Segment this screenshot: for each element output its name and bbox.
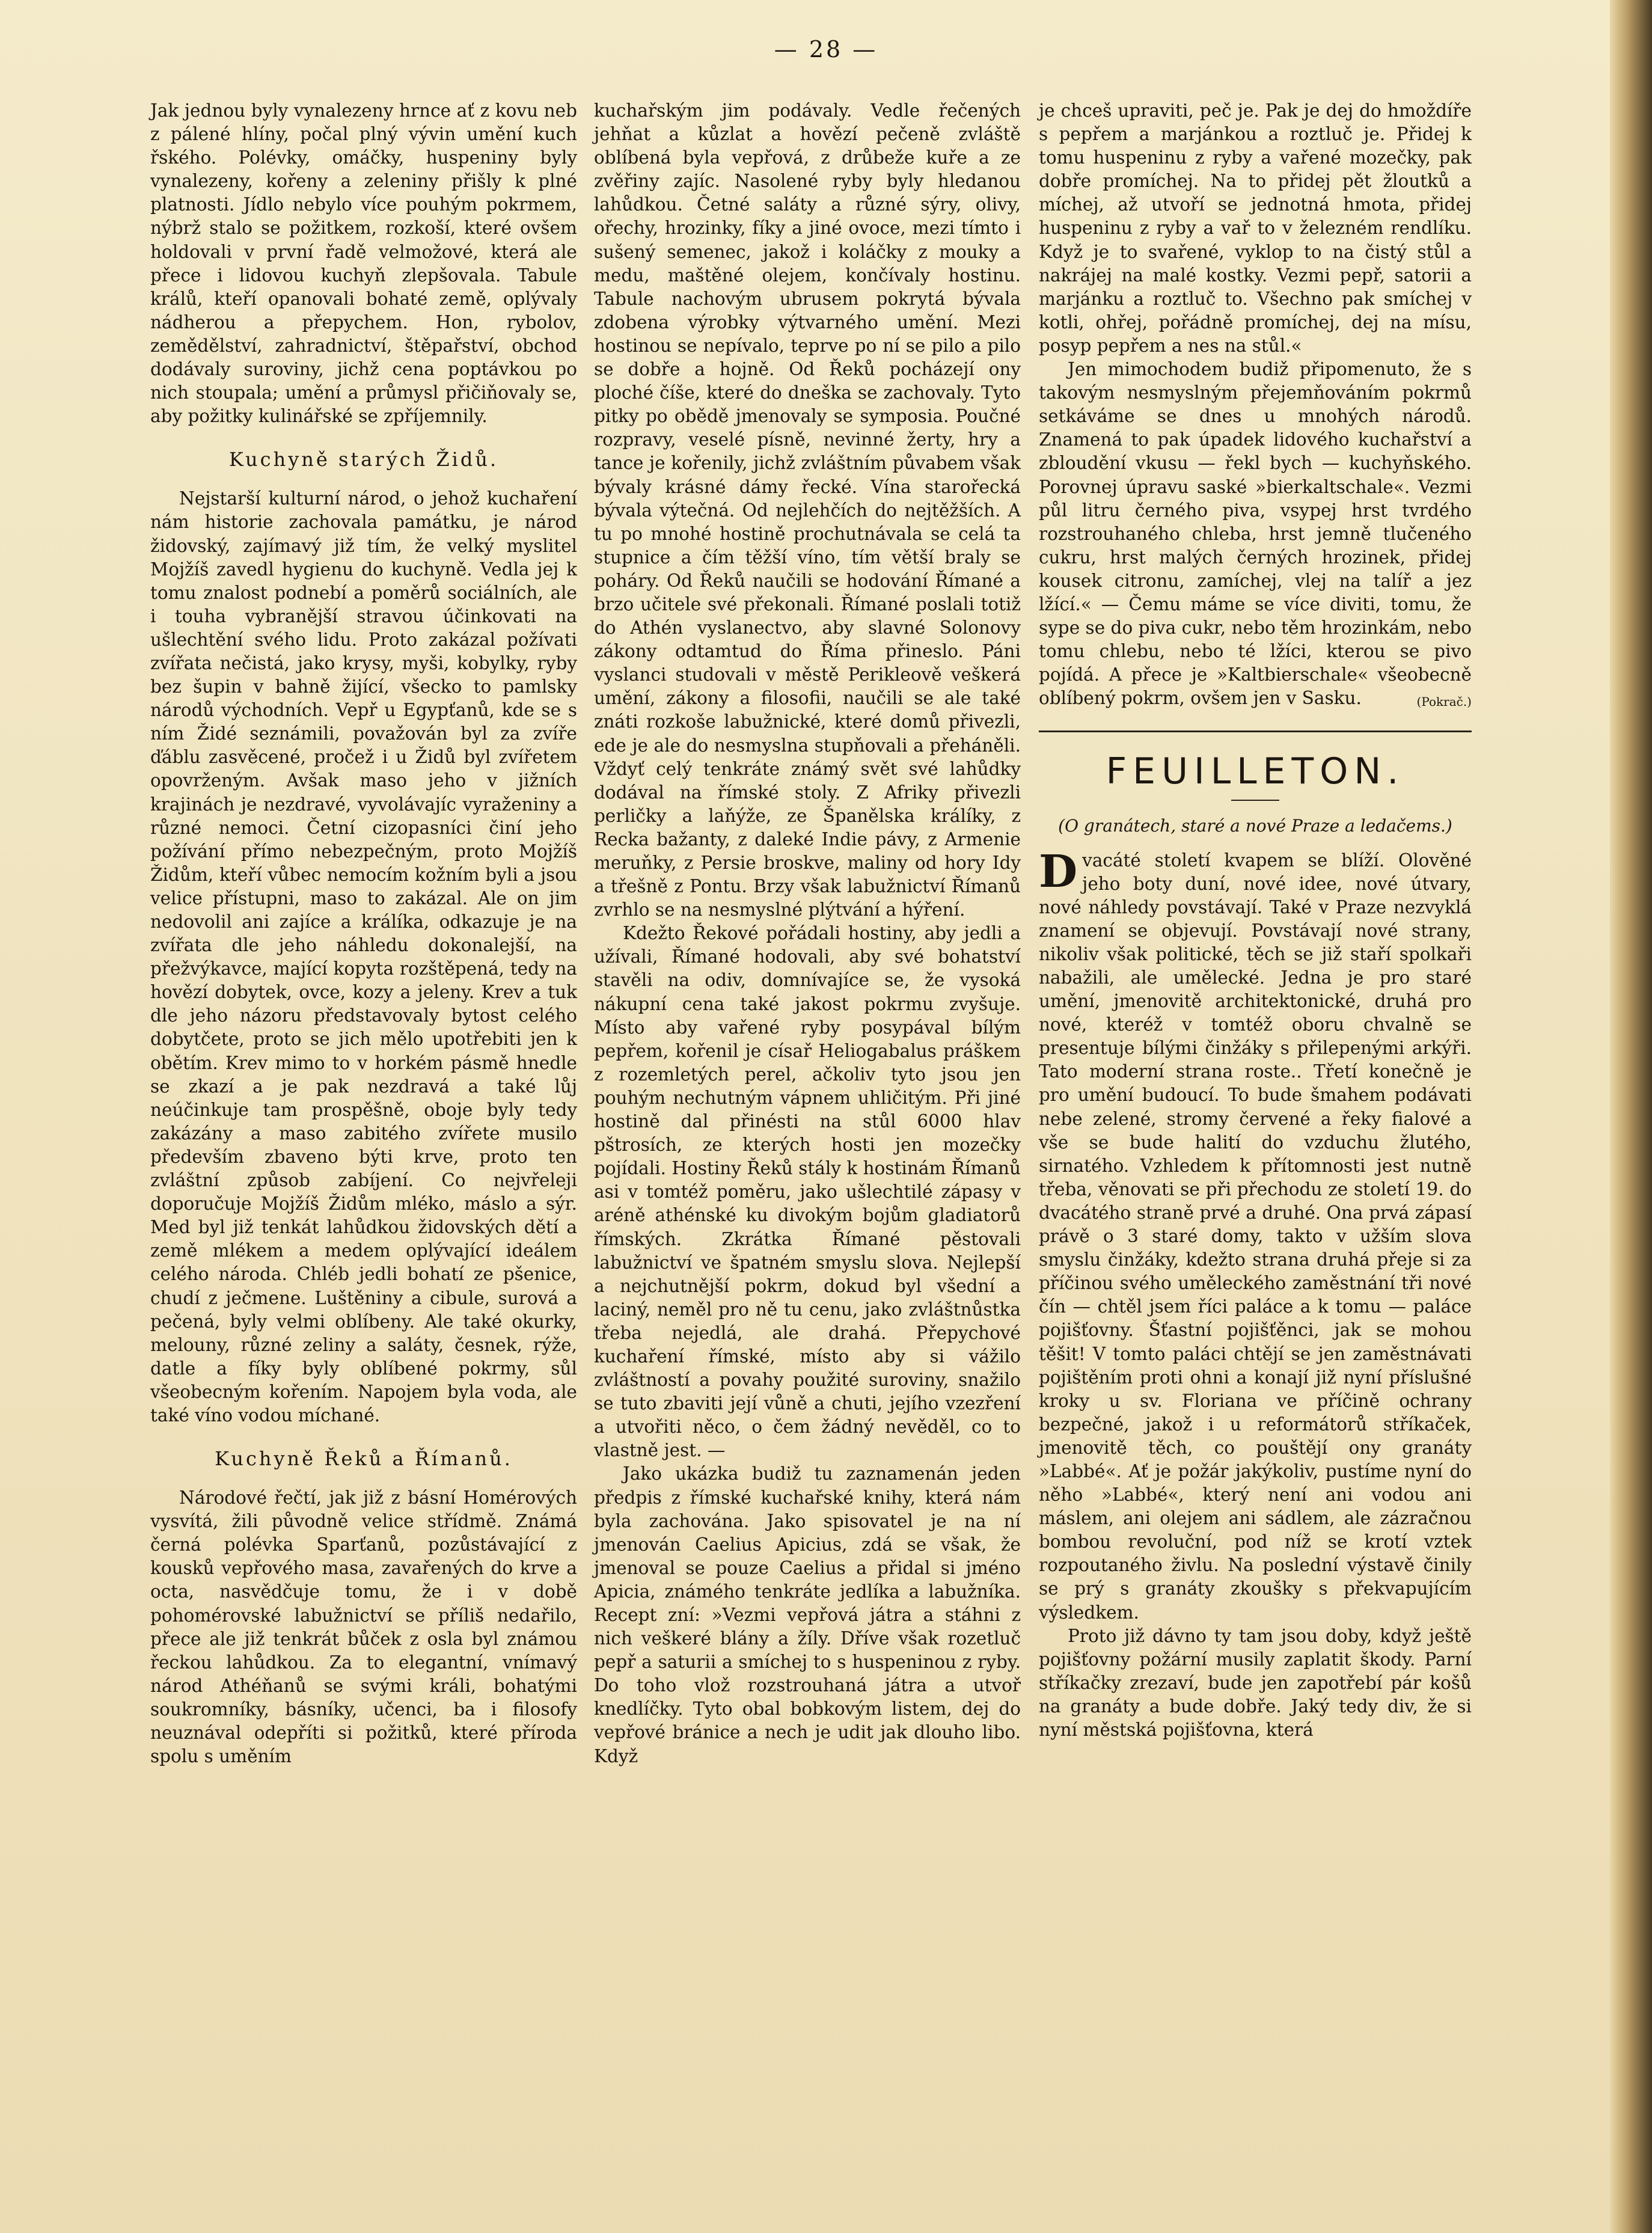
section-heading-zide: Kuchyně starých Židů. bbox=[228, 448, 499, 471]
page-number: — 28 — bbox=[774, 36, 878, 63]
feuilleton-paragraph-1-text: vacáté století kvapem se blíží. Olověné jeho boty duní, nové idee, nové útvary, nové náhledy povstávají. Také v Praze nezvyklá znamení se objevují. Povstávají nové strany, nikoliv však politické, těch se již staří spolkaři nabažili, ale umělecké. Jedna je pro staré umění, jmenovitě architektonické, druhá pro nové, kteréž v tomtéž oboru chvalně se presentuje bílými činžáky s přilepenými arkýři. Tato moderní strana roste.. Třetí konečně je pro umění budoucí. To bude šmahem podávati nebe zelené, stromy červené a řeky fialové a vše se bude halití do vzduchu žlutého, sirnatého. Vzhledem k přítomnosti jest nutně třeba, věnovati se při přechodu ze století 19. do dvacátého straně prvé a druhé. Ona prvá zápasí právě o 3 staré domy, takto v užším slova smyslu činžáky, kdežto strana druhá přeje si za příčinou svého uměleckého zaměstnání tři nové čín — chtěl jsem říci paláce a k tomu — paláce pojišťovny. Šťastní pojišťěnci, jak se mohou těšit! V tomto paláci chtějí se jen zaměstnávati pojištěním proti ohni a konají již nyní příslušné kroky u sv. Floriana ve příčině ochrany bezpečné, jakož i u reformátorů stříkaček, jmenovitě těch, co pouštějí ony granáty »Labbé«. Ať je požár jakýkoliv, pustíme nyní do něho »Labbé«, který není ani vodou ani máslem, ani olejem ani sádlem, ale zázračnou bombou revoluční, pod níž se krotí vztek rozpoutaného živlu. Na poslední výstavě činily se prý s granáty zkoušky s překvapujícím výsledkem. bbox=[1039, 850, 1472, 1623]
paragraph-col2-2: Kdežto Řekové pořádali hostiny, aby jedli a užívali, Římané hodovali, aby své bohatství stavěli na odiv, domnívajíce se, že vysoká nákupní cena také jakost pokrmu zvyšuje. Místo aby vařené ryby posypával bílým pepřem, kořenil je císař Heliogabalus práškem z rozemletých perel, ačkoliv tyto jsou jen pouhým nechutným vápnem uhličitým. Při jiné hostině dal přinésti na stůl 6000 hlav pštrosích, ze kterých hosti jen mozečky pojídali. Hostiny Řeků stály k hostinám Římanů asi v tomtéž poměru, jako ušlechtilé zápasy v aréně athénské ku divokým bojům gladiatorů římských. Zkrátka Římané pěstovali labužnictví ve špatném smyslu slova. Nejlepší a nejchutnější pokrm, dokud byl všední a laciný, neměl pro ně tu cenu, jako zvláštnůstka třeba nejedlá, ale drahá. Přepychové kuchaření římské, místo aby si vážilo zvláštností a povahy použité suroviny, snažilo se tuto zbaviti její vůně a chuti, jejího vzezření a utvořiti něco, o čem žádný nevěděl, co to vlastně jest. — bbox=[594, 923, 1021, 1461]
feuilleton-paragraph-1 bbox=[1039, 845, 1472, 1625]
paragraph-col3-1: je chceš upraviti, peč je. Pak je dej do hmoždíře s pepřem a marjánkou a roztluč je. Přidej k tomu huspeninu z ryby a vařené mozečky, pak dobře promíchej. Na to přidej pět žloutků a míchej, až utvoří se jednotná hmota, přidej huspeninu z ryby a vař to v železném rendlíku. Když je to svařené, vyklop to na čistý stůl a nakrájej na malé kostky. Vezmi pepř, satorii a marjánku a roztluč to. Všechno pak smíchej v kotli, ohřej, pořádně promíchej, dej na mísu, posyp pepřem a nes na stůl.« bbox=[1039, 100, 1472, 356]
column-3 bbox=[1039, 99, 1472, 1742]
section-heading-reku: Kuchyně Řeků a Římanů. bbox=[215, 1447, 513, 1471]
paragraph-col3-2-text: Jen mimochodem budiž připomenuto, že s takovým nesmyslným přejemňováním pokrmů setkáváme se dnes u mnohých národů. Znamená to pak úpadek lidového kuchařství a zbloudění vkusu — řekl bych — kuchyňského. Porovnej úpravu saské »bierkaltschale«. Vezmi půl litru černého piva, vsypej hrst tvrdého rozstrouhaného chleba, hrst jemně tlučeného cukru, hrst malých černých hrozinek, přidej kousek citronu, zamíchej, vlej na talíř a jez lžící.« — Čemu máme se více diviti, tomu, že sype se do piva cukr, nebo těm hrozinkám, nebo tomu chlebu, nebo té lžíci, kterou se pivo pojídá. A přece je »Kaltbierschale« všeobecně oblíbený pokrm, ovšem jen v Sasku. bbox=[1039, 359, 1472, 709]
section-divider bbox=[1039, 731, 1472, 732]
column-1 bbox=[150, 99, 577, 1768]
paragraph-reku: Národové řečtí, jak již z básní Homérových vysvítá, žili původně velice střídmě. Známá černá polévka Sparťanů, pozůstávající z kousků vepřového masa, zavařených do krve a octa, nasvědčuje tomu, že i v době pohomérovské labužnictví se příliš nedařilo, přece ale již tenkrát bůček z osla byl známou řeckou lahůdkou. Za to elegantní, vnímavý národ Athéňanů se svými králi, bohatými soukromníky, básníky, učenci, ba i filosofy neuznával odepříti si požitků, které příroda spolu s uměním bbox=[150, 1487, 577, 1767]
paragraph-col2-1: kuchařským jim podávaly. Vedle řečených jehňat a kůzlat a hovězí pečeně zvláště oblíbená byla vepřová, z drůbeže kuře a ze zvěřiny zajíc. Nasolené ryby byly hledanou lahůdkou. Četné saláty a různé sýry, olivy, ořechy, hrozinky, fíky a jiné ovoce, mezi tímto i sušený semenec, jakož i koláčky z mouky a medu, maštěné olejem, končívaly hostinu. Tabule nachovým ubrusem pokrytá bývala zdobena výrobky výtvarného umění. Mezi hostinou se nepívalo, teprve po ní se pilo a pilo se dobře a hojně. Od Řeků pocházejí ony ploché číše, které do dneška se zachovaly. Tyto pitky po obědě jmenovaly se symposia. Poučné rozpravy, veselé písně, nevinné žerty, hry a tance je kořenily, jichž zvláštním půvabem však bývaly krásné dámy řecké. Vína starořecká bývala výtečná. Od nejlehčích do nejtěžších. A tu po mnohé hostině prochutnávala se celá ta stupnice a čím těžší víno, tím větší braly se poháry. Od Řeků naučili se hodování Římané a brzo učitele své překonali. Římané poslali totiž do Athén vyslanectvo, aby slavné Solonovy zákony odtamtud do Říma přineslo. Páni vyslanci studovali v městě Perikleově veškerá umění, zákony a filosofii, naučili se ale také znáti rozkoše labužnické, které domů přivezli, ede je ale do nesmyslna stupňovali a přeháněli. Vždyť celý tenkráte známý svět své lahůdky dodával na římské stoly. Z Afriky přivezli perličky a laňýže, ze Španělska králíky, z Recka bažanty, z daleké Indie pávy, z Armenie meruňky, z Persie broskve, maliny od hory Idy a třešně z Pontu. Brzy však labužnictví Římanů zvrhlo se na nesmyslné plýtvání a hýření. bbox=[594, 100, 1021, 920]
feuilleton-title: FEUILLETON. bbox=[1106, 750, 1405, 793]
paragraph-col2-3: Jako ukázka budiž tu zaznamenán jeden předpis z římské kuchařské knihy, která nám byla zachována. Jako spisovatel je na ní jmenován Caelius Apicius, zdá se však, že jmenoval se pouze Caelius a přidal si jméno Apicia, známého tenkráte jedlíka a labužníka. Recept zní: »Vezmi vepřová játra a stáhni z nich veškeré blány a žíly. Dříve však rozetluč pepř a saturii a smíchej to s huspeninou z ryby. Do toho vlož rozstrouhaná játra a utvoř knedlíčky. Tyto obal bobkovým listem, dej do vepřové bránice a nech je udit jak dlouho libo. Když bbox=[594, 1463, 1021, 1766]
feuilleton-paragraph-2: Proto již dávno ty tam jsou doby, když ještě pojišťovny požární musily zaplatit škody. Parní stříkačky zrezaví, bude jen zapotřebí pár košů na granáty a bude dobře. Jaký tedy div, že si nyní městská pojišťovna, která bbox=[1039, 1625, 1472, 1740]
page-binding-edge bbox=[1610, 0, 1652, 2233]
paragraph-intro: Jak jednou byly vynalezeny hrnce ať z kovu neb z pálené hlíny, počal plný vývin umění kuch řského. Polévky, omáčky, huspeniny byly vynalezeny, kořeny a zeleniny přišly k plné platnosti. Jídlo nebylo více pouhým pokrmem, nýbrž stalo se požitkem, rozkoší, které ovšem holdovali v první řadě velmožové, která ale přece i lidovou kuchyň zlepšovala. Tabule králů, kteří opanovali bohaté země, oplývaly nádherou a přepychem. Hon, rybolov, zemědělství, zahradnictví, štěpařství, obchod dodávaly suroviny, jichž cena poptávkou po nich stoupala; umění a průmysl přičiňovaly se, aby požitky kulinářské se zpříjemnily. bbox=[150, 100, 577, 427]
drop-cap: D bbox=[1039, 845, 1078, 898]
title-underline bbox=[1231, 800, 1279, 801]
paragraph-col3-2 bbox=[1039, 358, 1472, 710]
paragraph-zide: Nejstarší kulturní národ, o jehož kuchaření nám historie zachovala památku, je národ židovský, zajímavý již tím, že velký myslitel Mojžíš zavedl hygienu do kuchyně. Vedla jej k tomu znalost podnebí a poměrů sociálních, ale i touha vybranější stravou účinkovati na ušlechtění svého lidu. Proto zakázal požívati zvířata nečistá, jako krysy, myši, kobylky, ryby bez šupin v bahně žijící, všecko to pamlsky národů východních. Vepř u Egypťanů, kde se s ním Židé seznámili, považován byl za zvíře ďáblu zasvěcené, pročež i u Židů byl zvířetem opovrženým. Avšak maso jeho v jižních krajinách je nezdravé, vyvolávajíc vyraženiny a různé nemoci. Četní cizopasníci činí jeho požívání přímo nebezpečným, proto Mojžíš Židům, kteří vůbec nemocím kožním byli a jsou velice přístupni, maso to zakázal. Ale on jim nedovolil ani zajíce a králíka, odkazuje je na zvířata dle jeho náhledu dokonalejší, na přežvýkavce, mající kopyta rozštěpená, tedy na hovězí dobytek, ovce, kozy a jeleny. Krev a tuk dle jeho názoru představovaly bytost celého dobytčete, proto se jich mělo upotřebiti jen k obětím. Krev mimo to v horkém pásmě hnedle se zkazí a je pak nezdravá a také lůj neúčinkuje tam prospěšně, oboje byly tedy zakázány a maso zabitého zvířete musilo především zbaveno býti krve, proto ten zvláštní způsob zabíjení. Co nejvřeleji doporučuje Mojžíš Židům mléko, máslo a sýr. Med byl již tenkát lahůdkou židovských dětí a země mlékem a medem oplývající ideálem celého národa. Chléb jedli bohatí ze pšenice, chudí z ječmene. Luštěniny a cibule, surová a pečená, byly velmi oblíbeny. Ale také okurky, melouny, různé zeliny a saláty, česnek, rýže, datle a fíky byly oblíbené pokrmy, sůl všeobecným kořením. Napojem byla voda, ale také víno vodou míchané. bbox=[150, 488, 577, 1426]
continued-note: (Pokrač.) bbox=[1416, 694, 1472, 709]
column-2 bbox=[594, 99, 1021, 1768]
feuilleton-subtitle: (O granátech, staré a nové Praze a ledačems.) bbox=[1058, 816, 1452, 836]
